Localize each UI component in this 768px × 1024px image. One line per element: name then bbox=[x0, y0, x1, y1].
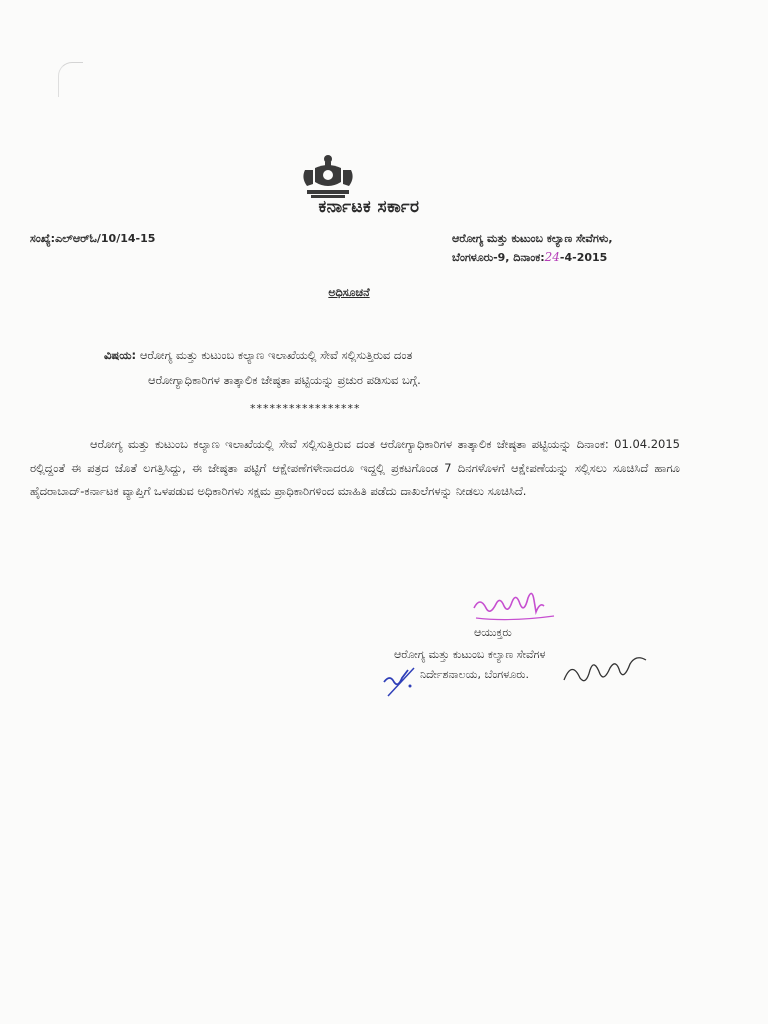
handwritten-day: 24 bbox=[544, 250, 560, 264]
government-title: ಕರ್ನಾಟಕ ಸರ್ಕಾರ bbox=[318, 197, 420, 217]
place-date-prefix: ಬೆಂಗಳೂರು-9, ದಿನಾಂಕ: bbox=[452, 251, 545, 264]
body-paragraph: ಆರೋಗ್ಯ ಮತ್ತು ಕುಟುಂಬ ಕಲ್ಯಾಣ ಇಲಾಖೆಯಲ್ಲಿ ಸೇವೆ ಸಲ್ಲಿಸುತ್ತಿರುವ ದಂತ ಆರೋಗ್ಯಾಧಿಕಾರಿಗಳ ತಾತ್ಕಾಲಿಕ ಜೇಷ್ಠತಾ ಪಟ್ಟಿಯನ್ನು ದಿನಾಂಕ: 01.04.2015 ರಲ್ಲಿದ್ದಂತೆ ಈ ಪತ್ರದ ಜೊತೆ ಲಗತ್ತಿಸಿದ್ದು, ಈ ಜೇಷ್ಠತಾ ಪಟ್ಟಿಗೆ ಆಕ್ಷೇಪಣೆಗಳೇನಾದರೂ ಇದ್ದಲ್ಲಿ ಪ್ರಕಟಗೊಂಡ 7 ದಿನಗಳೊಳಗೆ ಆಕ್ಷೇಪಣೆಯನ್ನು ಸಲ್ಲಿಸಲು ಸೂಚಿಸಿದೆ ಹಾಗೂ ಹೈದರಾಬಾದ್-ಕರ್ನಾಟಕ ವ್ಯಾಪ್ತಿಗೆ ಒಳಪಡುವ ಅಧಿಕಾರಿಗಳು ಸಕ್ಷಮ ಪ್ರಾಧಿಕಾರಿಗಳಿಂದ ಮಾಹಿತಿ ಪಡೆದು ದಾಖಲೆಗಳನ್ನು ನೀಡಲು ಸೂಚಿಸಿದೆ. bbox=[30, 437, 680, 498]
commissioner-signature bbox=[470, 582, 560, 632]
department-name: ಆರೋಗ್ಯ ಮತ್ತು ಕುಟುಂಬ ಕಲ್ಯಾಣ ಸೇವೆಗಳು, bbox=[452, 232, 613, 245]
signatory-directorate: ನಿರ್ದೇಶನಾಲಯ, ಬೆಂಗಳೂರು. bbox=[420, 668, 530, 681]
reference-number: ಸಂಖ್ಯೆ:ಎಲ್‌ಆರ್‌ಓ/10/14-15 bbox=[30, 232, 156, 245]
blue-initial-mark bbox=[380, 664, 420, 700]
signatory-title: ಆಯುಕ್ತರು bbox=[474, 626, 512, 639]
subject-line-1: ಆರೋಗ್ಯ ಮತ್ತು ಕುಟುಂಬ ಕಲ್ಯಾಣ ಇಲಾಖೆಯಲ್ಲಿ ಸೇವೆ ಸಲ್ಲಿಸುತ್ತಿರುವ ದಂತ bbox=[139, 348, 413, 362]
karnataka-emblem-icon bbox=[297, 152, 359, 200]
date-suffix: -4-2015 bbox=[559, 251, 608, 264]
place-and-date bbox=[452, 250, 607, 265]
subject-label: ವಿಷಯ: bbox=[104, 348, 137, 362]
officer-initials-signature bbox=[560, 650, 650, 690]
signatory-department: ಆರೋಗ್ಯ ಮತ್ತು ಕುಟುಂಬ ಕಲ್ಯಾಣ ಸೇವೆಗಳ bbox=[394, 648, 546, 661]
punch-hole-mark bbox=[58, 62, 83, 97]
subject-line-2: ಆರೋಗ್ಯಾಧಿಕಾರಿಗಳ ತಾತ್ಕಾಲಿಕ ಜೇಷ್ಠತಾ ಪಟ್ಟಿಯನ್ನು ಪ್ರಚುರ ಪಡಿಸುವ ಬಗ್ಗೆ. bbox=[148, 373, 421, 387]
separator-stars: ***************** bbox=[250, 402, 361, 415]
notice-heading: ಅಧಿಸೂಚನೆ bbox=[328, 286, 370, 299]
subject-block bbox=[104, 343, 664, 393]
